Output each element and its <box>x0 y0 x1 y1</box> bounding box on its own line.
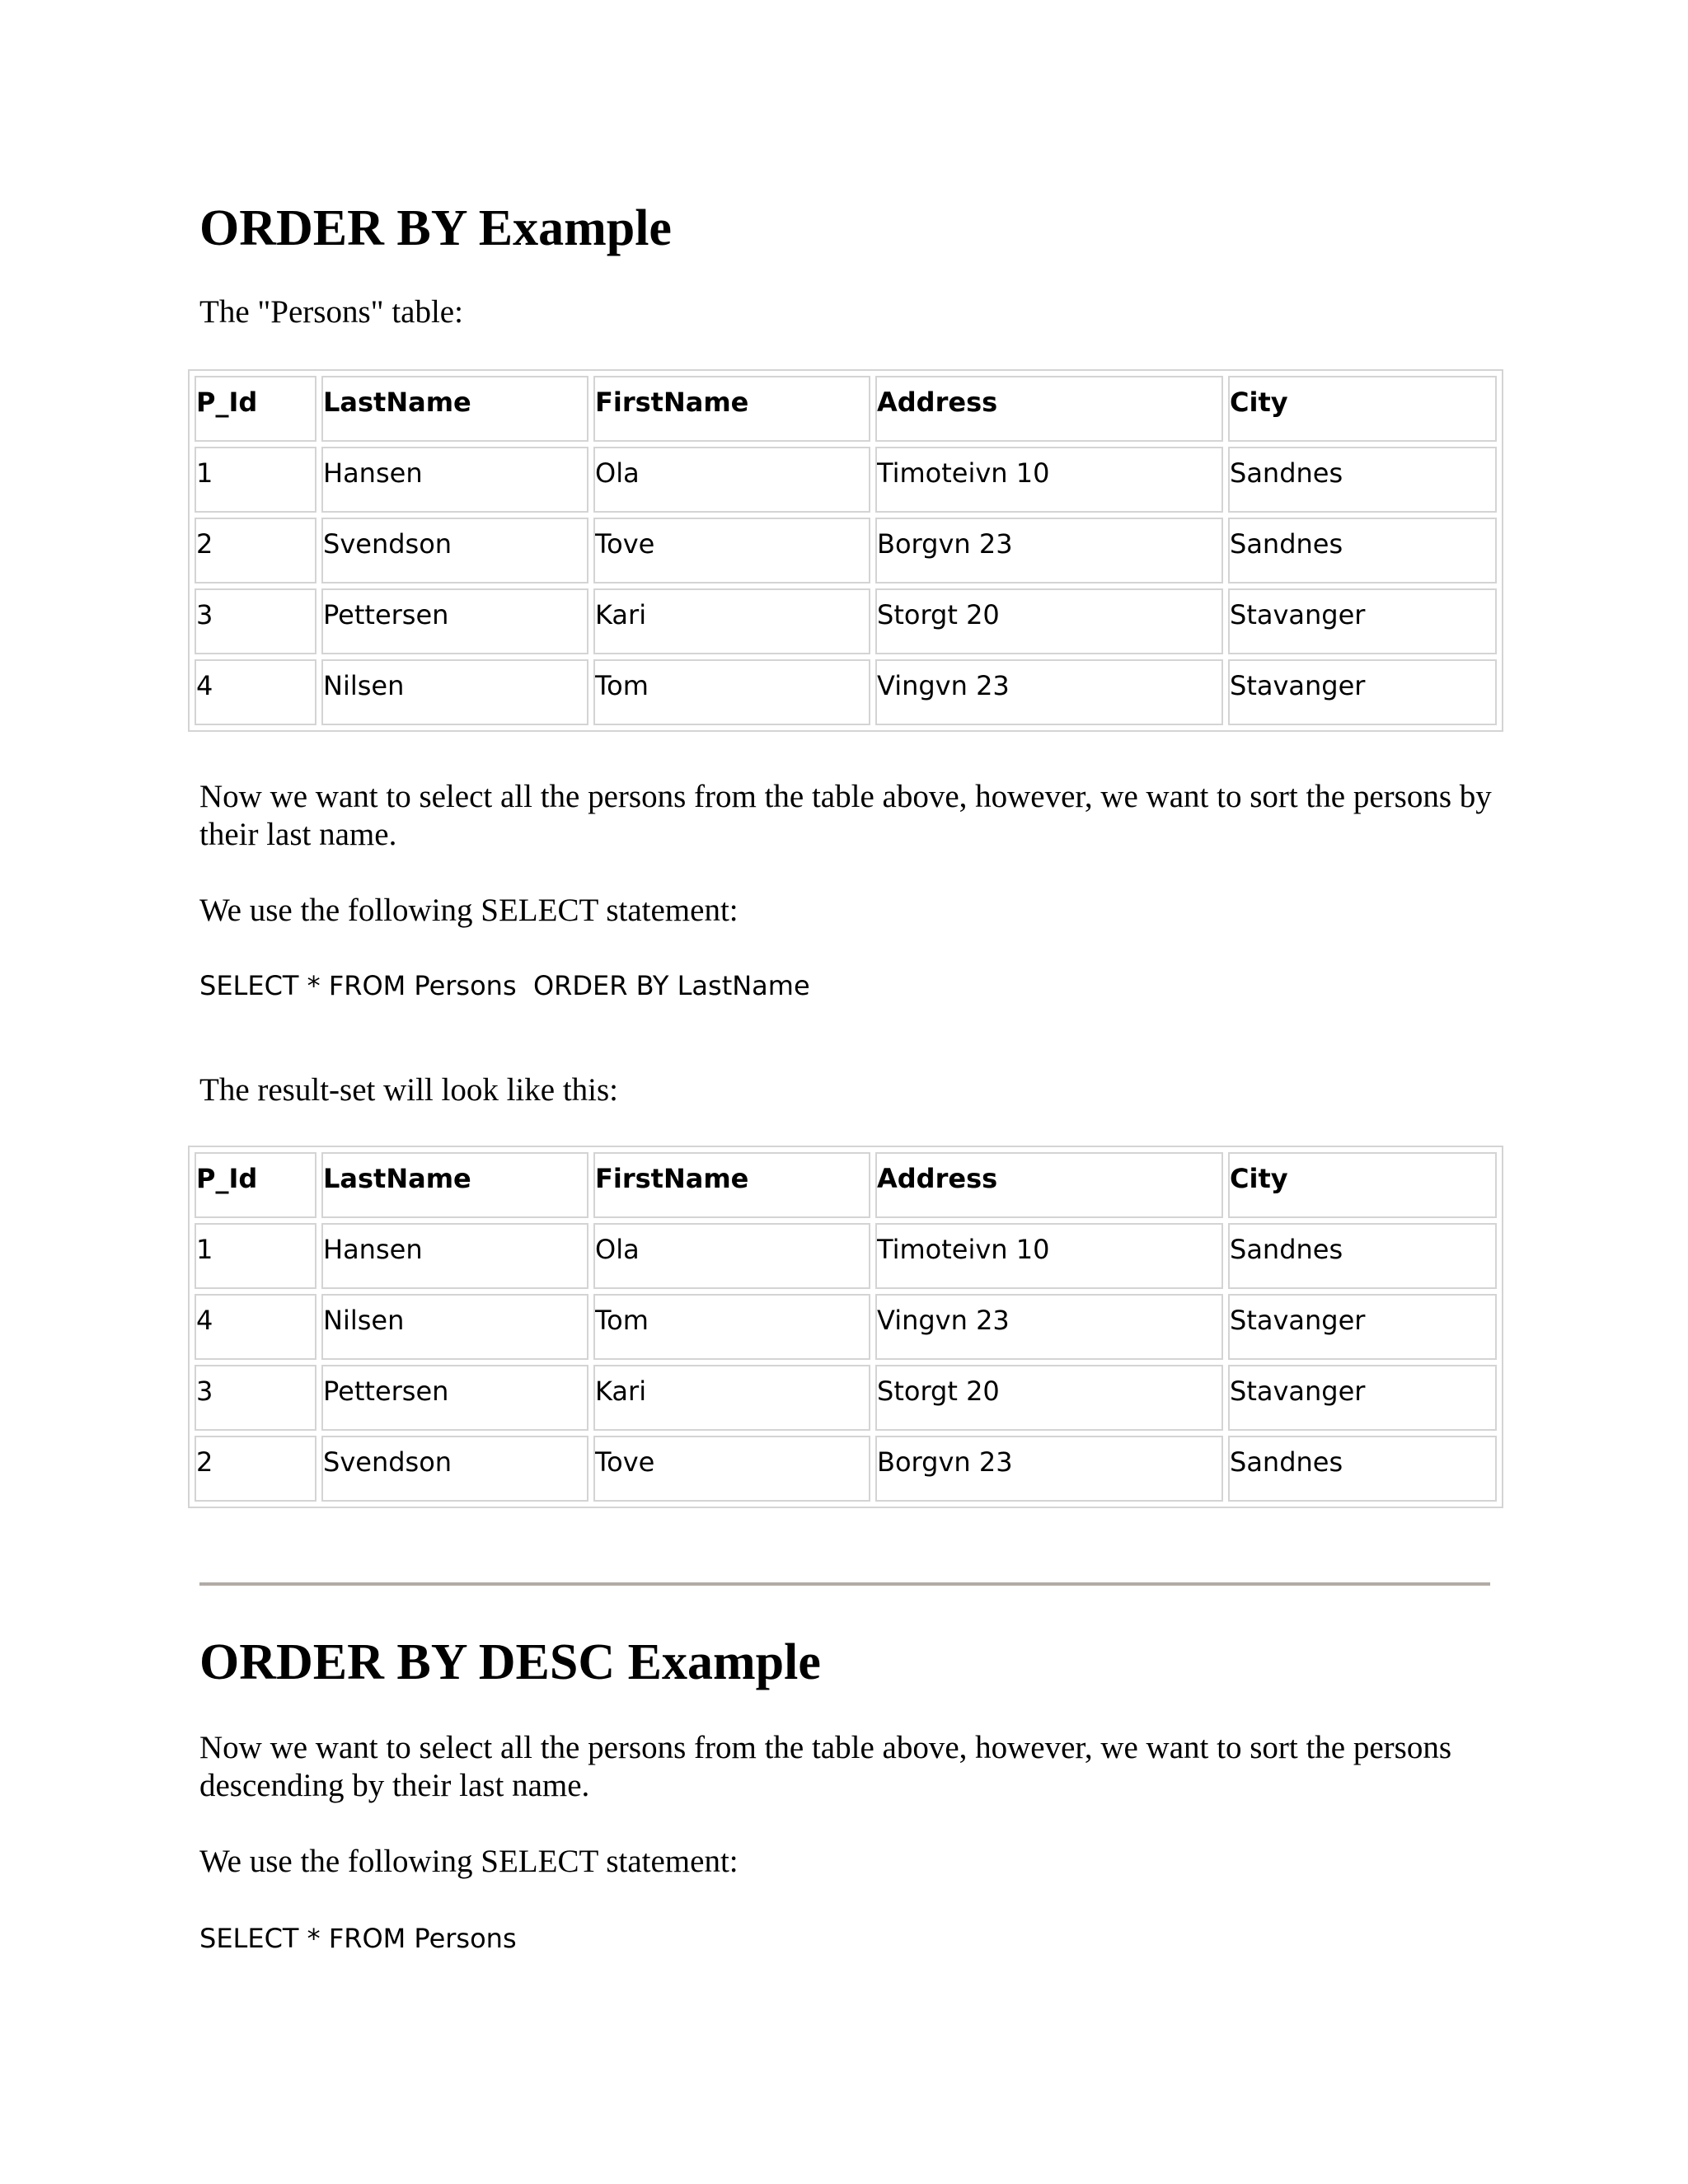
table-cell: Nilsen <box>321 659 588 725</box>
table-cell: Kari <box>593 588 870 654</box>
table-cell: 1 <box>195 447 316 513</box>
table-cell: Sandnes <box>1228 1223 1497 1289</box>
table-cell: Tom <box>593 1294 870 1360</box>
table-cell: Ola <box>593 1223 870 1289</box>
table-cell: Hansen <box>321 1223 588 1289</box>
table-cell: Timoteivn 10 <box>875 1223 1223 1289</box>
table-cell: 1 <box>195 1223 316 1289</box>
table-row <box>195 659 1497 725</box>
table-cell: Borgvn 23 <box>875 1436 1223 1502</box>
result-intro: The result-set will look like this: <box>199 1072 619 1108</box>
table-cell: 4 <box>195 659 316 725</box>
table-cell: Hansen <box>321 447 588 513</box>
header-cell-lastname: LastName <box>321 1152 588 1218</box>
header-cell-p-id: P_Id <box>195 1152 316 1218</box>
table-cell: Storgt 20 <box>875 588 1223 654</box>
persons-table <box>188 369 1503 732</box>
table-row <box>195 447 1497 513</box>
statement-intro: We use the following SELECT statement: <box>199 893 738 928</box>
table-cell: 2 <box>195 518 316 583</box>
desc-sql-statement: SELECT * FROM Persons <box>199 1923 517 1954</box>
table-cell: 3 <box>195 1365 316 1431</box>
sql-statement: SELECT * FROM Persons ORDER BY LastName <box>199 970 810 1001</box>
table-row <box>195 1294 1497 1360</box>
table-cell: Stavanger <box>1228 1294 1497 1360</box>
table-row <box>195 1365 1497 1431</box>
persons-table-intro: The "Persons" table: <box>199 294 463 330</box>
table-header-row <box>195 1152 1497 1218</box>
header-cell-address: Address <box>875 376 1223 442</box>
section-divider <box>199 1582 1490 1586</box>
table-row <box>195 1436 1497 1502</box>
header-cell-p-id: P_Id <box>195 376 316 442</box>
table-cell: Stavanger <box>1228 1365 1497 1431</box>
table-cell: Storgt 20 <box>875 1365 1223 1431</box>
table-cell: Sandnes <box>1228 1436 1497 1502</box>
table-row <box>195 588 1497 654</box>
header-cell-city: City <box>1228 1152 1497 1218</box>
result-table <box>188 1146 1503 1508</box>
table-cell: Tom <box>593 659 870 725</box>
heading-order-by-example: ORDER BY Example <box>199 200 672 256</box>
heading-order-by-desc-example: ORDER BY DESC Example <box>199 1634 821 1690</box>
header-cell-lastname: LastName <box>321 376 588 442</box>
header-cell-firstname: FirstName <box>593 1152 870 1218</box>
table-cell: 3 <box>195 588 316 654</box>
table-cell: Pettersen <box>321 1365 588 1431</box>
table-cell: Kari <box>593 1365 870 1431</box>
table-cell: Vingvn 23 <box>875 659 1223 725</box>
table-cell: Pettersen <box>321 588 588 654</box>
sort-description: Now we want to select all the persons from the table above, however, we want to sort the persons by their last name. <box>199 779 1492 852</box>
table-row <box>195 1223 1497 1289</box>
table-cell: Sandnes <box>1228 447 1497 513</box>
table-cell: Stavanger <box>1228 588 1497 654</box>
header-cell-firstname: FirstName <box>593 376 870 442</box>
table-cell: Nilsen <box>321 1294 588 1360</box>
table-row <box>195 518 1497 583</box>
table-header-row <box>195 376 1497 442</box>
header-cell-city: City <box>1228 376 1497 442</box>
table-cell: Tove <box>593 518 870 583</box>
table-cell: Vingvn 23 <box>875 1294 1223 1360</box>
desc-statement-intro: We use the following SELECT statement: <box>199 1844 738 1879</box>
table-cell: Timoteivn 10 <box>875 447 1223 513</box>
table-cell: Ola <box>593 447 870 513</box>
table-cell: Tove <box>593 1436 870 1502</box>
header-cell-address: Address <box>875 1152 1223 1218</box>
table-cell: Stavanger <box>1228 659 1497 725</box>
table-cell: Svendson <box>321 1436 588 1502</box>
table-cell: 2 <box>195 1436 316 1502</box>
table-cell: Svendson <box>321 518 588 583</box>
table-cell: Borgvn 23 <box>875 518 1223 583</box>
table-cell: 4 <box>195 1294 316 1360</box>
desc-sort-description: Now we want to select all the persons from the table above, however, we want to sort the persons descending by their last name. <box>199 1730 1452 1803</box>
table-cell: Sandnes <box>1228 518 1497 583</box>
